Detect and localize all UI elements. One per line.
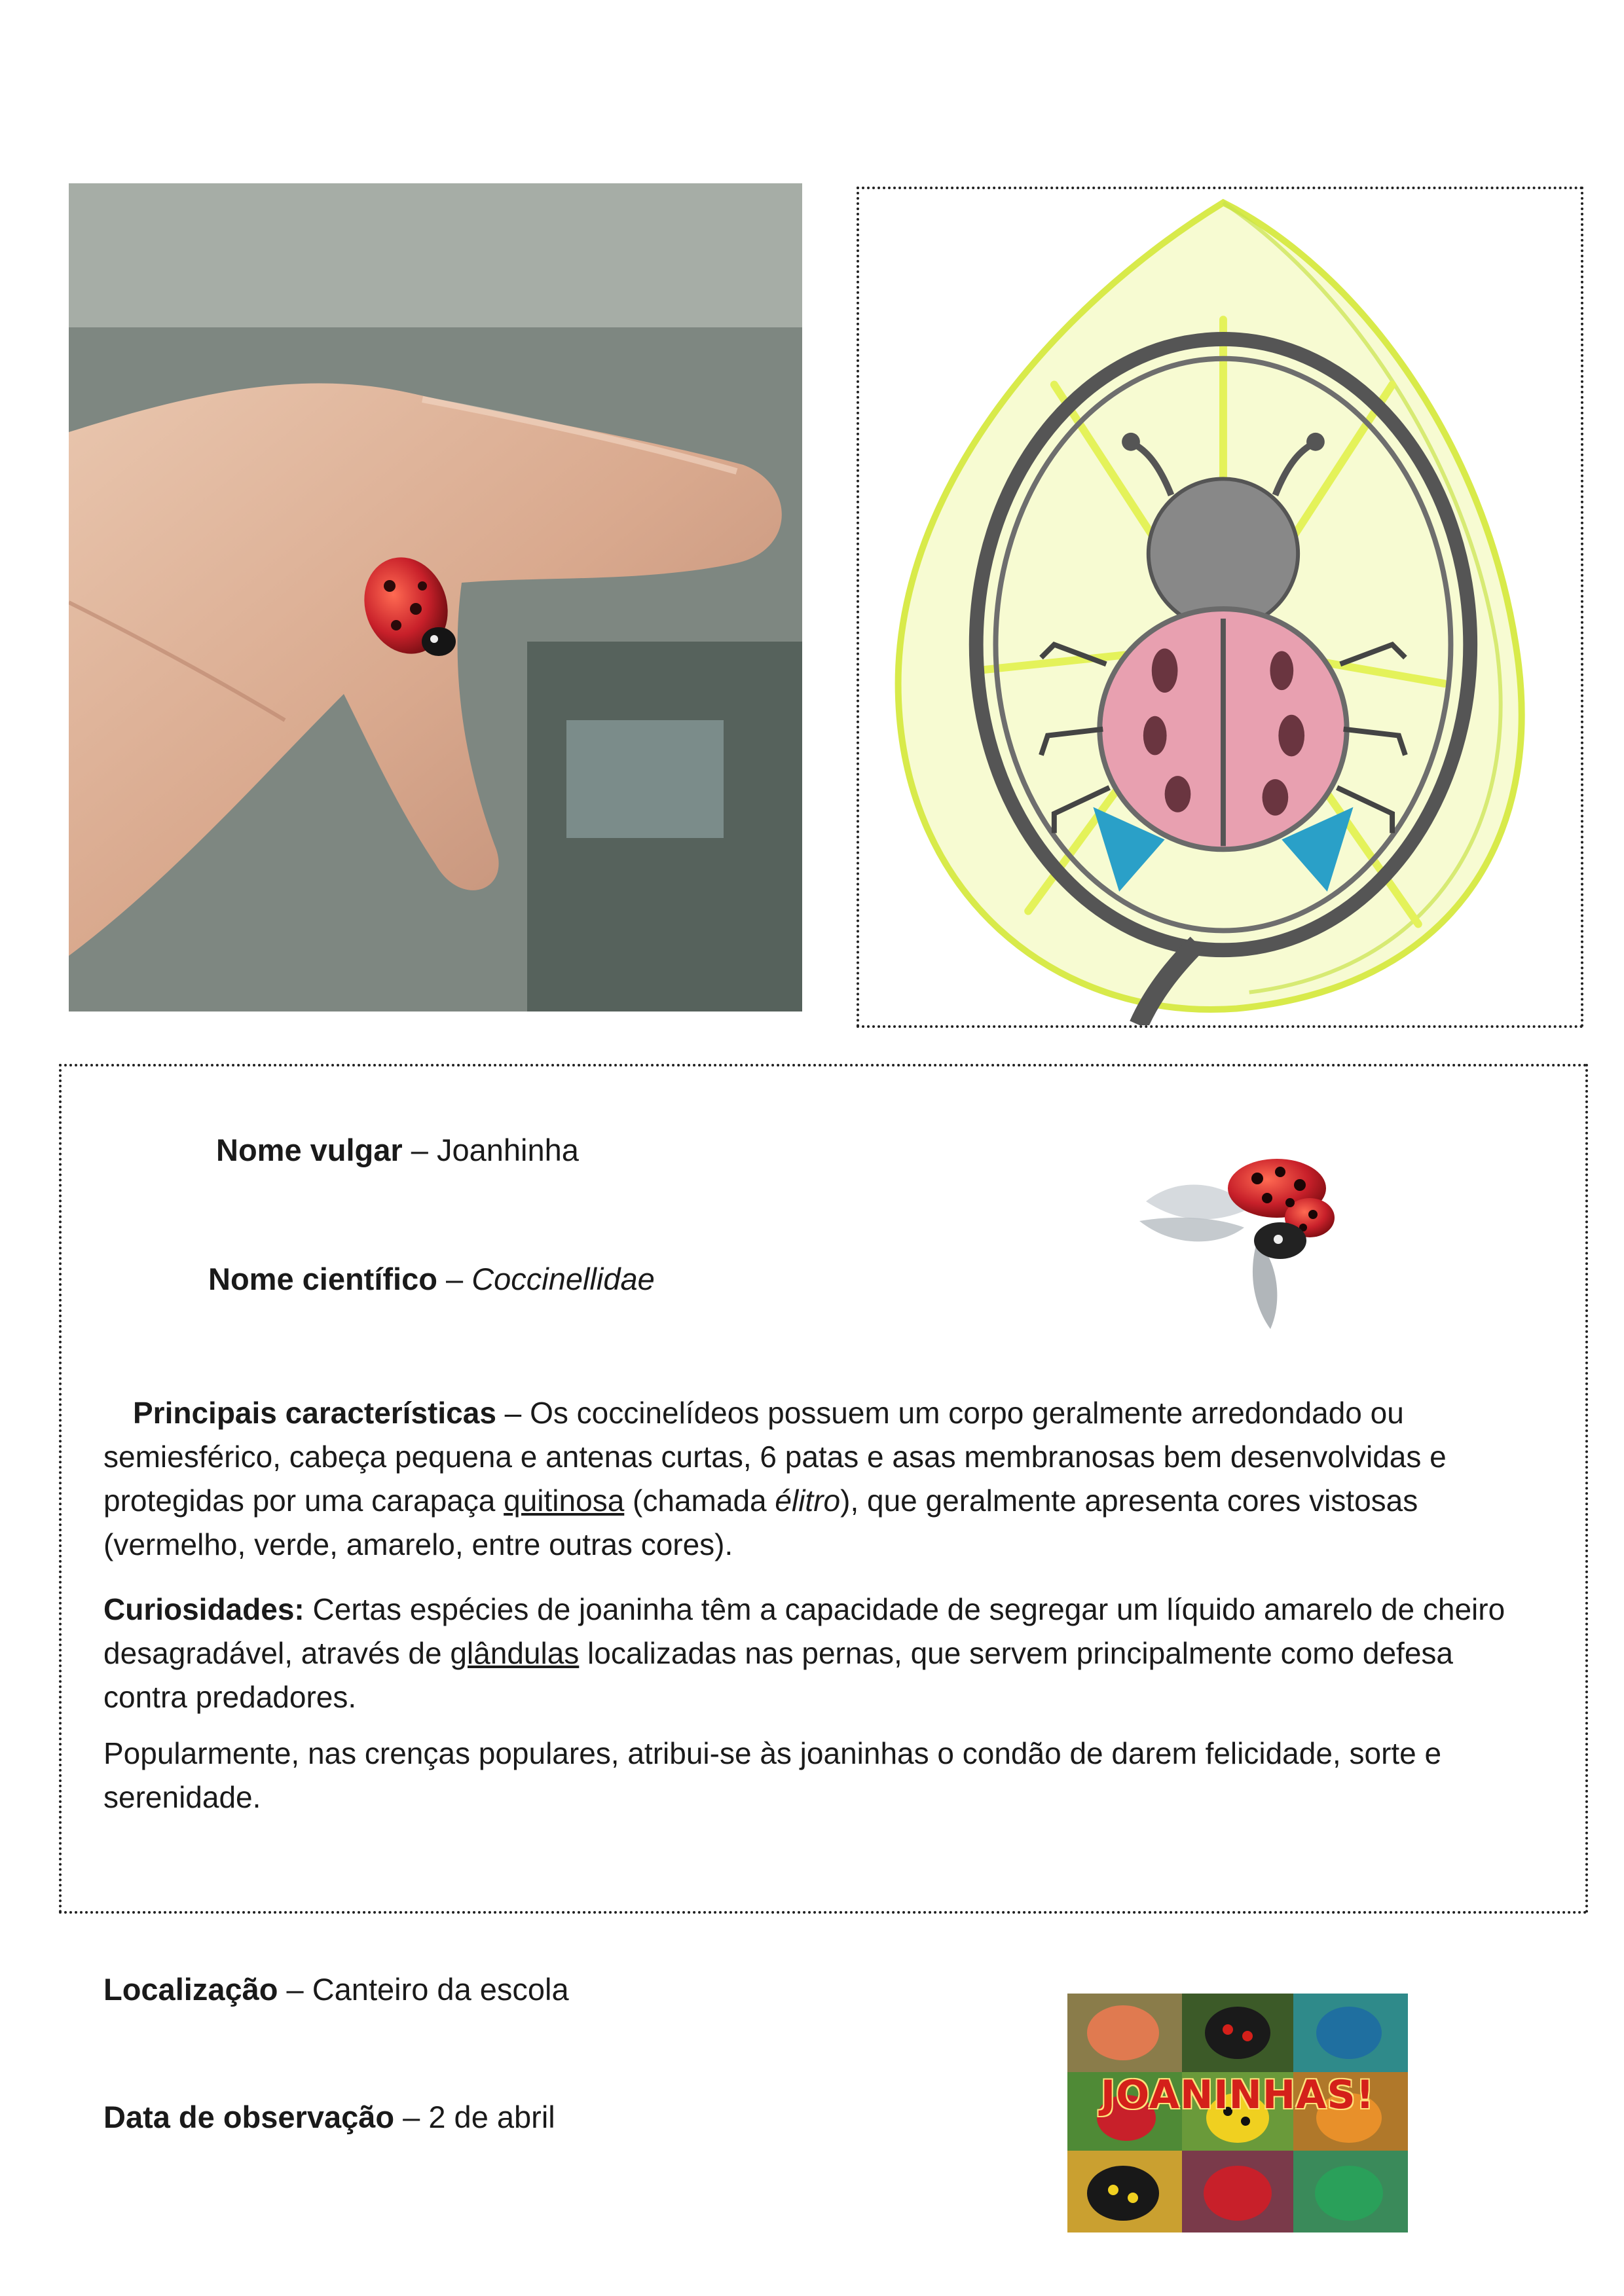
common-name-field [216,1131,579,1170]
child-ladybug-drawing [859,189,1581,1025]
main-characteristics-paragraph [103,1391,1531,1567]
observation-date-label: Data de observação [103,2100,395,2134]
observation-date-separator: – [394,2100,429,2134]
common-name-value: Joanhinha [436,1133,579,1167]
ladybug-on-finger-photo [69,183,802,1011]
characteristics-label: Principais características [133,1396,496,1430]
location-label: Localização [103,1972,278,2007]
location-separator: – [278,1972,312,2007]
curiosities-paragraph [103,1588,1531,1719]
flying-ladybug-image [1126,1142,1349,1332]
characteristics-italic-term: élitro [775,1484,841,1518]
scientific-name-label: Nome científico [208,1262,437,1296]
scientific-name-field [208,1260,655,1299]
observation-date-value: 2 de abril [428,2100,555,2134]
collage-card-title: JOANINHAS! [1100,2072,1375,2118]
curiosities-underlined-term: glândulas [450,1636,580,1670]
characteristics-separator: – [496,1396,530,1430]
common-name-label: Nome vulgar [216,1133,403,1167]
ladybug-drawing-frame [857,187,1583,1028]
ladybug-photo-illustration [69,183,802,1011]
characteristics-underlined-term: quitinosa [504,1484,625,1518]
beliefs-paragraph: Popularmente, nas crenças populares, atribui-se às joaninhas o condão de darem felicidade, sorte e serenidade. [103,1736,1442,1814]
curiosities-text-b: localizadas nas pernas, que servem principalmente como defesa contra predadores. [103,1636,1453,1714]
characteristics-text-c: ), que geralmente apresenta cores vistosas (vermelho, verde, amarelo, entre outras cores). [103,1484,1418,1561]
curiosities-text-a: Certas espécies de joaninha têm a capacidade de segregar um líquido amarelo de cheiro desagradável, através de [103,1592,1505,1670]
characteristics-text-b: (chamada [624,1484,775,1518]
characteristics-text-a: Os coccinelídeos possuem um corpo geralmente arredondado ou semiesférico, cabeça pequena e antenas curtas, 6 patas e asas membranosas bem desenvolvidas e protegidas por uma carapaça [103,1396,1447,1518]
location-field [103,1971,569,2009]
curiosities-label: Curiosidades: [103,1592,304,1626]
scientific-name-value: Coccinellidae [471,1262,655,1296]
common-name-separator: – [402,1133,437,1167]
joaninhas-collage-card [1067,1994,1408,2232]
location-value: Canteiro da escola [312,1972,569,2007]
scientific-name-separator: – [437,1262,472,1296]
flying-ladybug-illustration [1126,1142,1349,1332]
observation-date-field [103,2098,555,2137]
